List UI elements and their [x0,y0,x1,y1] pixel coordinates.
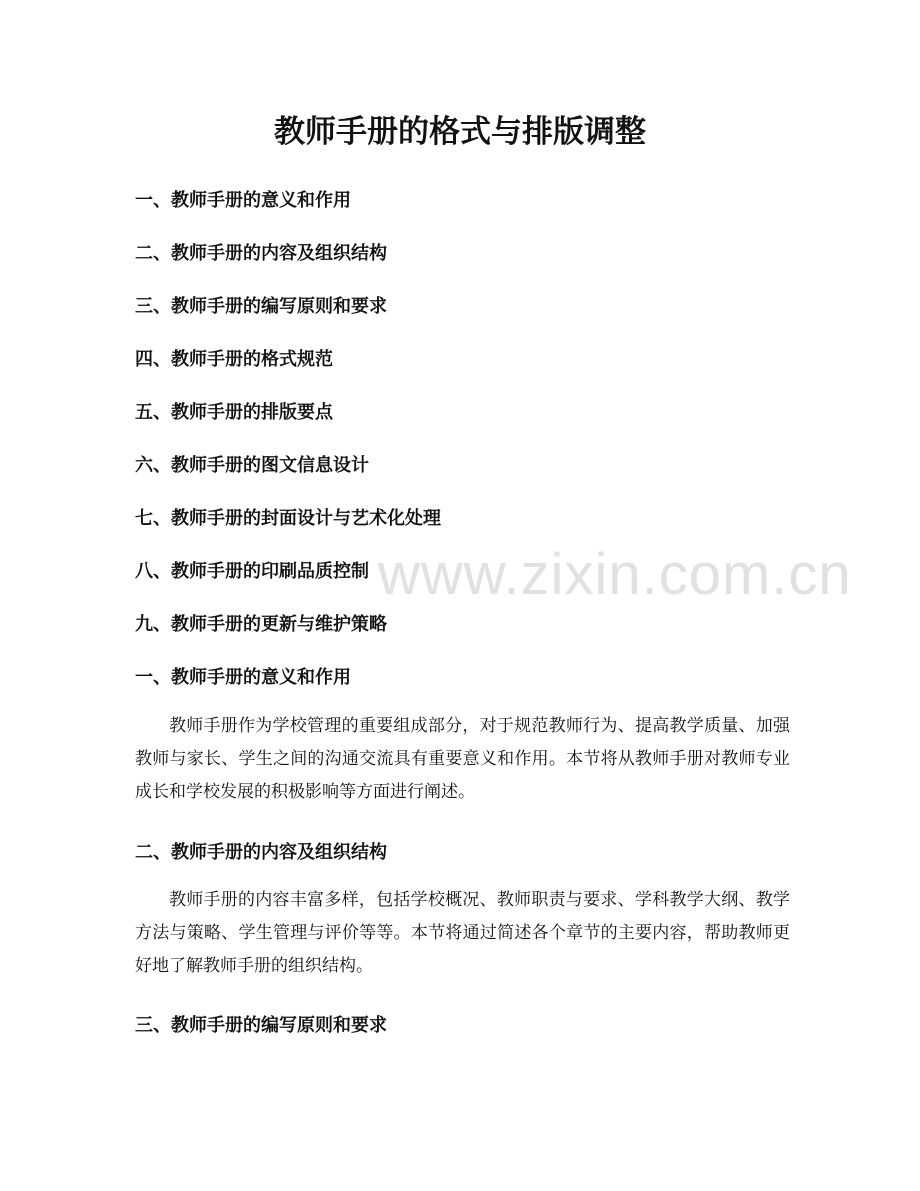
section-heading-1: 一、教师手册的意义和作用 [135,667,351,688]
toc-item-8: 八、教师手册的印刷品质控制 [135,561,369,582]
watermark: www.zixin.com.cn [378,542,852,607]
toc-item-4: 四、教师手册的格式规范 [135,349,333,370]
document-title: 教师手册的格式与排版调整 [274,114,646,150]
toc-item-1: 一、教师手册的意义和作用 [135,190,351,211]
section-paragraph-2: 教师手册的内容丰富多样，包括学校概况、教师职责与要求、学科教学大纲、教学方法与策略、学生管理与评价等等。本节将通过简述各个章节的主要内容，帮助教师更好地了解教师手册的组织结构。 [135,890,790,976]
toc-item-3: 三、教师手册的编写原则和要求 [135,296,387,317]
toc-item-7: 七、教师手册的封面设计与艺术化处理 [135,508,441,529]
toc-item-6: 六、教师手册的图文信息设计 [135,455,369,476]
section-heading-2: 二、教师手册的内容及组织结构 [135,842,387,863]
section-paragraph-1: 教师手册作为学校管理的重要组成部分，对于规范教师行为、提高教学质量、加强教师与家长、学生之间的沟通交流具有重要意义和作用。本节将从教师手册对教师专业成长和学校发展的积极影响等方面进行阐述。 [135,716,790,802]
toc-item-2: 二、教师手册的内容及组织结构 [135,243,387,264]
toc-item-9: 九、教师手册的更新与维护策略 [135,614,387,635]
toc-item-5: 五、教师手册的排版要点 [135,402,333,423]
section-heading-3: 三、教师手册的编写原则和要求 [135,1015,387,1036]
